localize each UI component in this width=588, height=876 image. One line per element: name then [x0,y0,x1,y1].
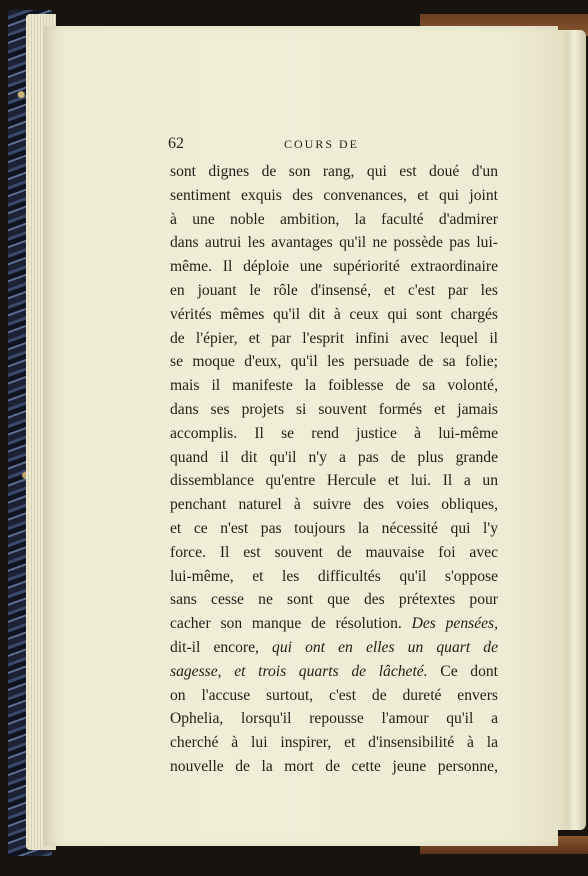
page-edge-right [556,30,586,830]
text-line [170,208,498,232]
text-segment: de l'épier, et par l'esprit infini avec lequel il [170,329,498,347]
running-head: COURS DE [284,137,360,151]
italic-text: sagesse, et trois quarts de lâcheté. [170,662,428,680]
text-segment: mais il manifeste la foiblesse de sa volonté, [170,377,498,395]
text-segment: accomplis. Il se rend justice à lui-même [170,424,498,442]
text-line [170,612,498,636]
text-line [170,374,498,398]
text-line [170,279,498,303]
text-segment: on l'accuse surtout, c'est de dureté envers [170,686,498,704]
text-line [170,565,498,589]
text-segment: vérités mêmes qu'il dit à ceux qui sont chargés [170,305,498,323]
text-line [170,517,498,541]
body-text [170,160,498,779]
text-line [170,684,498,708]
text-line [170,493,498,517]
text-segment: Ophelia, lorsqu'il repousse l'amour qu'il a [170,710,498,728]
italic-text: qui ont en elles un quart de [272,638,498,656]
text-segment: dans autrui les avantages qu'il ne possède pas lui- [170,234,498,252]
text-segment: et ce n'est pas toujours la nécessité qui l'y [170,519,498,537]
text-segment: penchant naturel à suivre des voies obliques, [170,496,498,514]
text-line [170,588,498,612]
text-line [170,255,498,279]
text-segment: sont dignes de son rang, qui est doué d'un [170,163,498,180]
text-line [170,327,498,351]
text-line [170,446,498,470]
text-segment: en jouant le rôle d'insensé, et c'est par les [170,281,498,299]
text-line [170,731,498,755]
text-line [170,398,498,422]
text-line [170,184,498,208]
text-segment: sentiment exquis des convenances, et qui joint [170,186,498,204]
text-line [170,636,498,660]
text-segment: cherché à lui inspirer, et d'insensibilité à la [170,734,498,752]
text-line [170,350,498,374]
text-segment: nouvelle de la mort de cette jeune personne, [170,757,498,775]
text-segment: force. Il est souvent de mauvaise foi avec [170,543,498,561]
text-segment: lui-même, et les difficultés qu'il s'oppose [170,567,498,585]
text-line [170,541,498,565]
text-segment: dissemblance qu'entre Hercule et lui. Il a un [170,472,498,490]
page-header [168,135,498,155]
text-line [170,469,498,493]
text-line [170,303,498,327]
text-line [170,755,498,779]
text-line [170,422,498,446]
text-line [170,231,498,255]
text-segment: cacher son manque de résolution. [170,615,412,633]
text-segment: quand il dit qu'il n'y a pas de plus grande [170,448,498,466]
italic-text: Des pensées, [411,615,498,633]
text-segment: sans cesse ne sont que des prétextes pour [170,591,498,609]
text-line [170,707,498,731]
text-segment: se moque d'eux, qu'il les persuade de sa folie; [170,353,498,371]
text-segment: dans ses projets si souvent formés et jamais [170,400,498,418]
text-line [170,160,498,184]
text-segment: Ce dont [427,662,498,680]
text-segment: même. Il déploie une supériorité extraordinaire [170,258,498,276]
text-segment: dit-il encore, [170,638,273,656]
text-line [170,660,498,684]
text-segment: à une noble ambition, la faculté d'admirer [170,210,498,228]
page-number: 62 [168,135,184,152]
